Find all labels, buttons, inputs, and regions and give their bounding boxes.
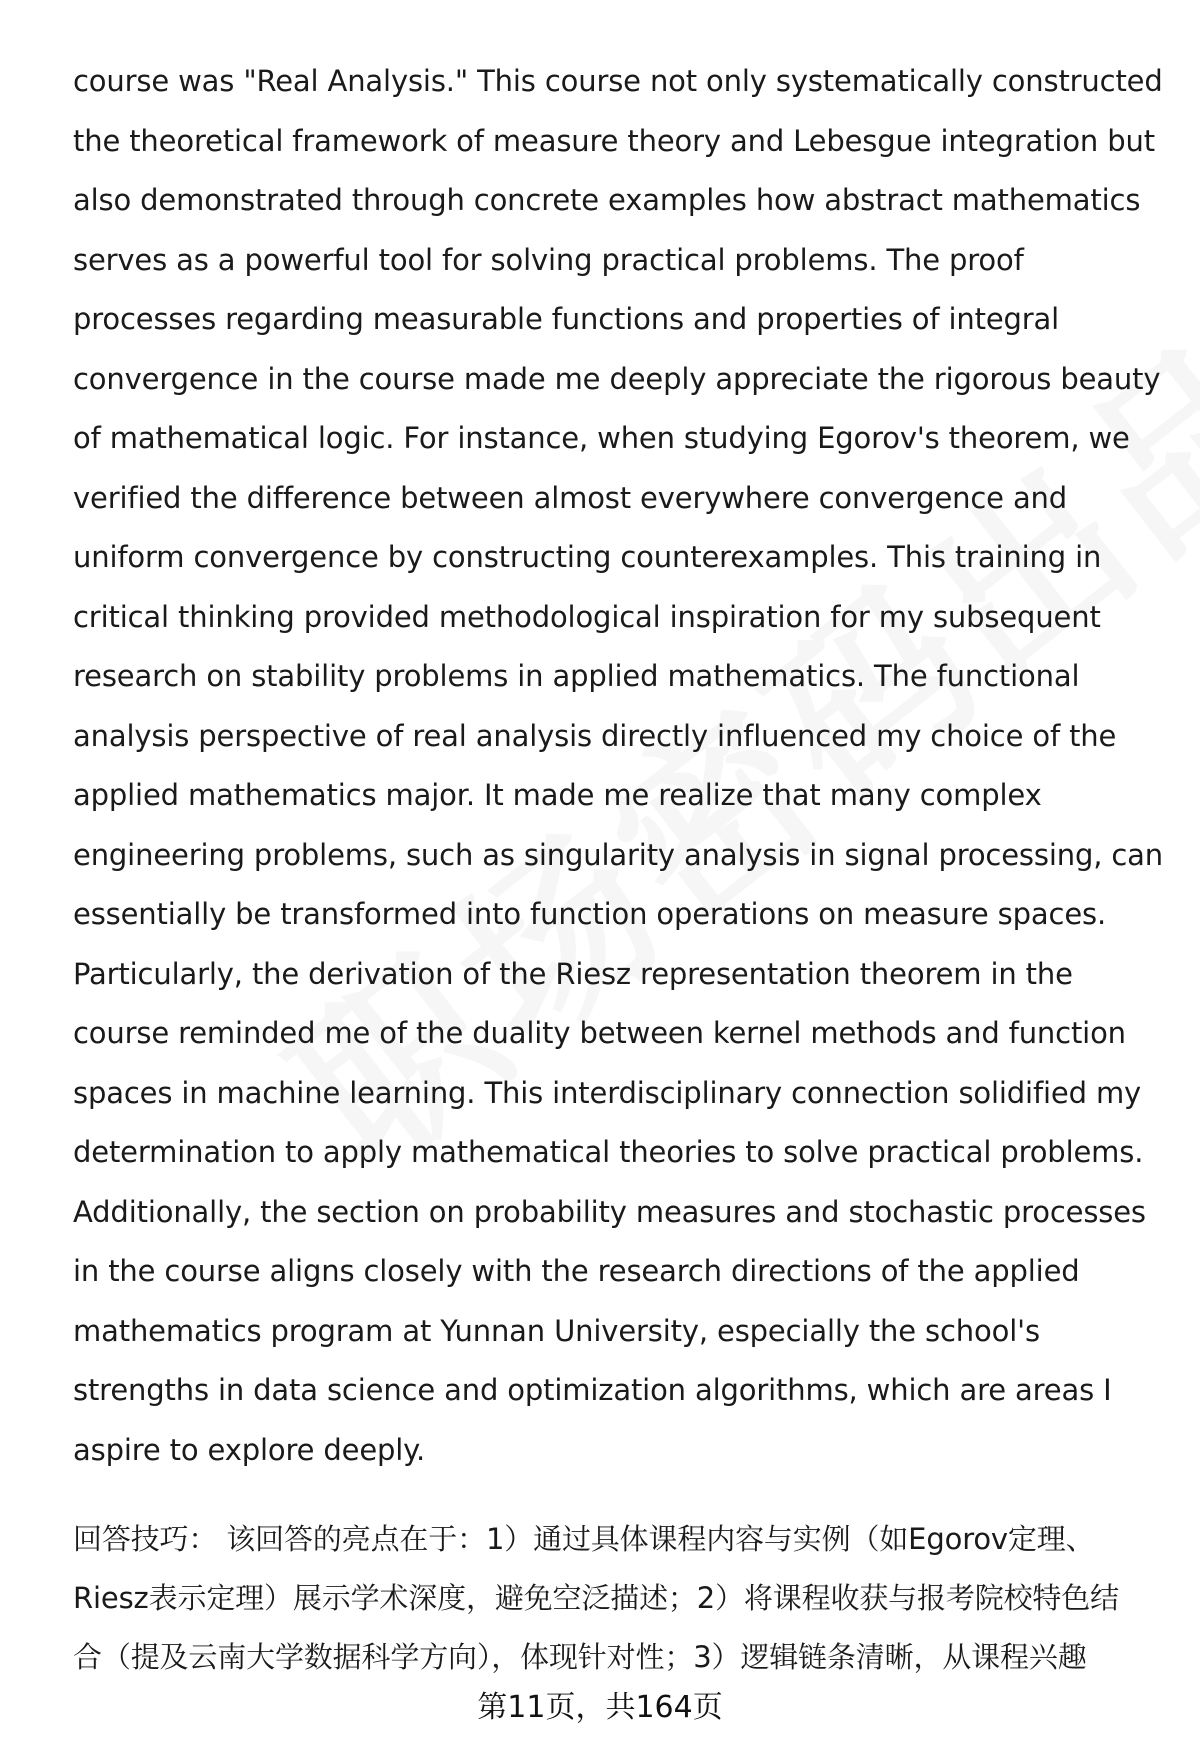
body-line: spaces in machine learning. This interdisciplinary connection solidified my bbox=[73, 1075, 1142, 1110]
answer-tips bbox=[73, 1510, 1163, 1687]
tips-line: Riesz表示定理）展示学术深度，避免空泛描述；2）将课程收获与报考院校特色结 bbox=[73, 1581, 1119, 1615]
body-line: strengths in data science and optimization algorithms, which are areas I bbox=[73, 1373, 1112, 1407]
body-line: mathematics program at Yunnan University, especially the school's bbox=[73, 1313, 1040, 1348]
body-line: aspire to explore deeply. bbox=[73, 1432, 426, 1467]
body-line: determination to apply mathematical theories to solve practical problems. bbox=[73, 1135, 1144, 1169]
body-paragraph bbox=[73, 52, 1163, 1480]
body-line: convergence in the course made me deeply appreciate the rigorous beauty bbox=[73, 361, 1161, 396]
tips-line: 合（提及云南大学数据科学方向），体现针对性；3）逻辑链条清晰，从课程兴趣 bbox=[73, 1640, 1087, 1674]
body-line: course reminded me of the duality between kernel methods and function bbox=[73, 1016, 1126, 1050]
body-line: Particularly, the derivation of the Riesz representation theorem in the bbox=[73, 956, 1073, 991]
body-line: critical thinking provided methodological inspiration for my subsequent bbox=[73, 599, 1101, 634]
body-line: serves as a powerful tool for solving practical problems. The proof bbox=[73, 242, 1024, 277]
body-line: of mathematical logic. For instance, when studying Egorov's theorem, we bbox=[73, 421, 1130, 455]
body-line: in the course aligns closely with the research directions of the applied bbox=[73, 1254, 1080, 1288]
body-line: course was "Real Analysis." This course not only systematically constructed bbox=[73, 64, 1163, 98]
body-line: the theoretical framework of measure theory and Lebesgue integration but bbox=[73, 123, 1155, 158]
page-number: 第11页，共164页 bbox=[477, 1690, 723, 1725]
body-line: research on stability problems in applied mathematics. The functional bbox=[73, 659, 1080, 693]
body-line: applied mathematics major. It made me realize that many complex bbox=[73, 778, 1042, 812]
body-line: verified the difference between almost everywhere convergence and bbox=[73, 480, 1068, 515]
body-line: also demonstrated through concrete examples how abstract mathematics bbox=[73, 183, 1141, 217]
body-line: essentially be transformed into function operations on measure spaces. bbox=[73, 897, 1107, 931]
body-line: engineering problems, such as singularity analysis in signal processing, can bbox=[73, 837, 1164, 872]
body-line: uniform convergence by constructing counterexamples. This training in bbox=[73, 540, 1102, 574]
body-line: analysis perspective of real analysis directly influenced my choice of the bbox=[73, 718, 1117, 753]
tips-line: 回答技巧： 该回答的亮点在于：1）通过具体课程内容与实例（如Egorov定理、 bbox=[73, 1522, 1095, 1556]
body-line: Additionally, the section on probability measures and stochastic processes bbox=[73, 1194, 1146, 1229]
body-line: processes regarding measurable functions and properties of integral bbox=[73, 302, 1060, 336]
